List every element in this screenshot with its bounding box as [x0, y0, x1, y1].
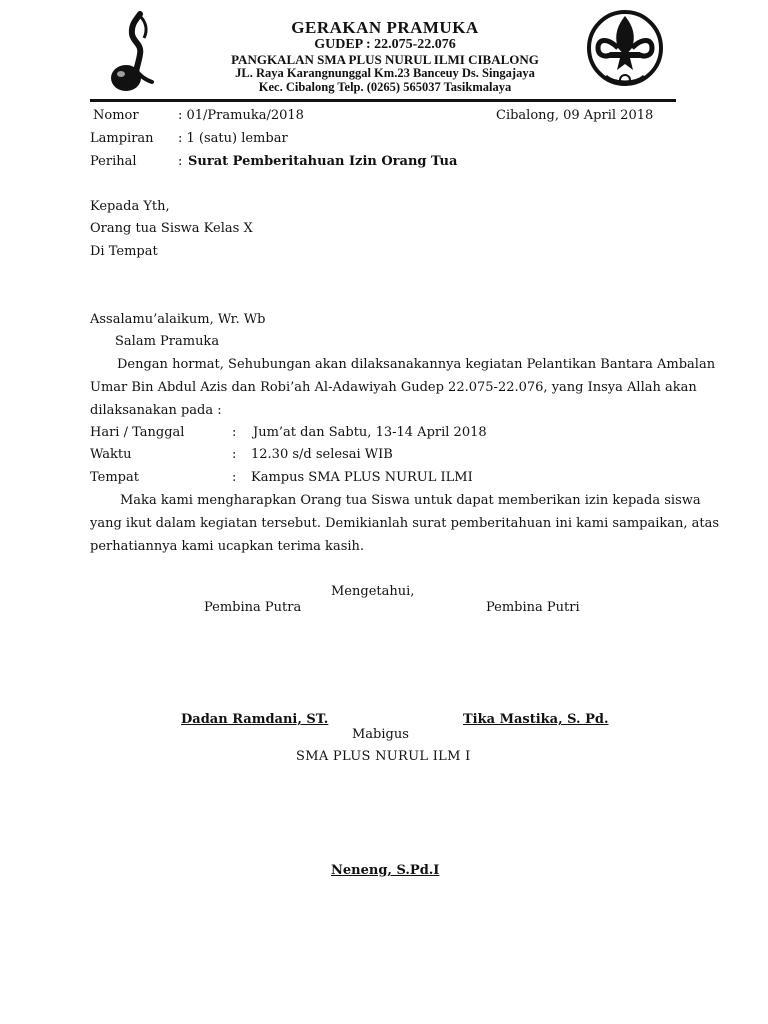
- mengetahui-label: Mengetahui,: [331, 584, 415, 599]
- perihal-colon: :: [178, 154, 183, 169]
- address-line: JL. Raya Karangnunggal Km.23 Banceuy Ds. Singajaya: [235, 66, 535, 80]
- address-line-2: Kec. Cibalong Telp. (0265) 565037 Tasikmalaya: [258, 80, 512, 94]
- detail-value: Jum’at dan Sabtu, 13-14 April 2018: [253, 425, 487, 440]
- pembina-putra-title: Pembina Putra: [204, 600, 302, 615]
- detail-colon: :: [232, 447, 237, 462]
- paragraph-2-line-2: yang ikut dalam kegiatan tersebut. Demikianlah surat pemberitahuan ini kami sampaikan, atas: [90, 516, 720, 531]
- perihal-label: Perihal: [90, 154, 137, 169]
- recipient-line-3: Di Tempat: [90, 244, 158, 259]
- detail-label: Hari / Tanggal: [90, 425, 185, 440]
- recipient-line-1: Kepada Yth,: [90, 199, 170, 214]
- base-name: PANGKALAN SMA PLUS NURUL ILMI CIBALONG: [231, 52, 539, 67]
- mabigus-title: Mabigus: [352, 727, 409, 742]
- detail-label: Tempat: [90, 470, 139, 485]
- detail-colon: :: [232, 470, 237, 485]
- lampiran-value: : 1 (satu) lembar: [178, 131, 288, 146]
- recipient-line-2: Orang tua Siswa Kelas X: [90, 221, 253, 236]
- greeting: Assalamu’alaikum, Wr. Wb: [90, 312, 266, 327]
- nomor-value: : 01/Pramuka/2018: [178, 108, 304, 123]
- paragraph-1-line-2: Umar Bin Abdul Azis dan Robi’ah Al-Adawiyah Gudep 22.075-22.076, yang Insya Allah akan: [90, 380, 697, 395]
- pembina-putri-title: Pembina Putri: [486, 600, 580, 615]
- detail-colon: :: [232, 425, 237, 440]
- paragraph-1-line-1: Dengan hormat, Sehubungan akan dilaksanakannya kegiatan Pelantikan Bantara Ambalan: [117, 357, 716, 372]
- tunas-kelapa-logo-icon: [106, 10, 158, 92]
- org-name: GERAKAN PRAMUKA: [291, 18, 479, 37]
- nomor-label: Nomor: [93, 108, 139, 123]
- pembina-putri-name: Tika Mastika, S. Pd.: [463, 712, 609, 727]
- paragraph-2-line-3: perhatiannya kami ucapkan terima kasih.: [90, 539, 365, 554]
- letter-date: Cibalong, 09 April 2018: [496, 108, 654, 123]
- salam: Salam Pramuka: [115, 334, 220, 349]
- detail-value: 12.30 s/d selesai WIB: [251, 447, 393, 462]
- header-divider: [90, 99, 676, 102]
- gudep-number: GUDEP : 22.075-22.076: [314, 37, 456, 52]
- paragraph-2-line-1: Maka kami mengharapkan Orang tua Siswa untuk dapat memberikan izin kepada siswa: [120, 493, 701, 508]
- pembina-putra-name: Dadan Ramdani, ST.: [181, 712, 329, 727]
- school-name: SMA PLUS NURUL ILM I: [296, 749, 471, 764]
- detail-label: Waktu: [90, 447, 132, 462]
- lampiran-label: Lampiran: [90, 131, 154, 146]
- paragraph-1-line-3: dilaksanakan pada :: [90, 403, 222, 418]
- mabigus-name: Neneng, S.Pd.I: [331, 863, 440, 878]
- perihal-value: Surat Pemberitahuan Izin Orang Tua: [188, 154, 458, 169]
- detail-value: Kampus SMA PLUS NURUL ILMI: [251, 470, 473, 485]
